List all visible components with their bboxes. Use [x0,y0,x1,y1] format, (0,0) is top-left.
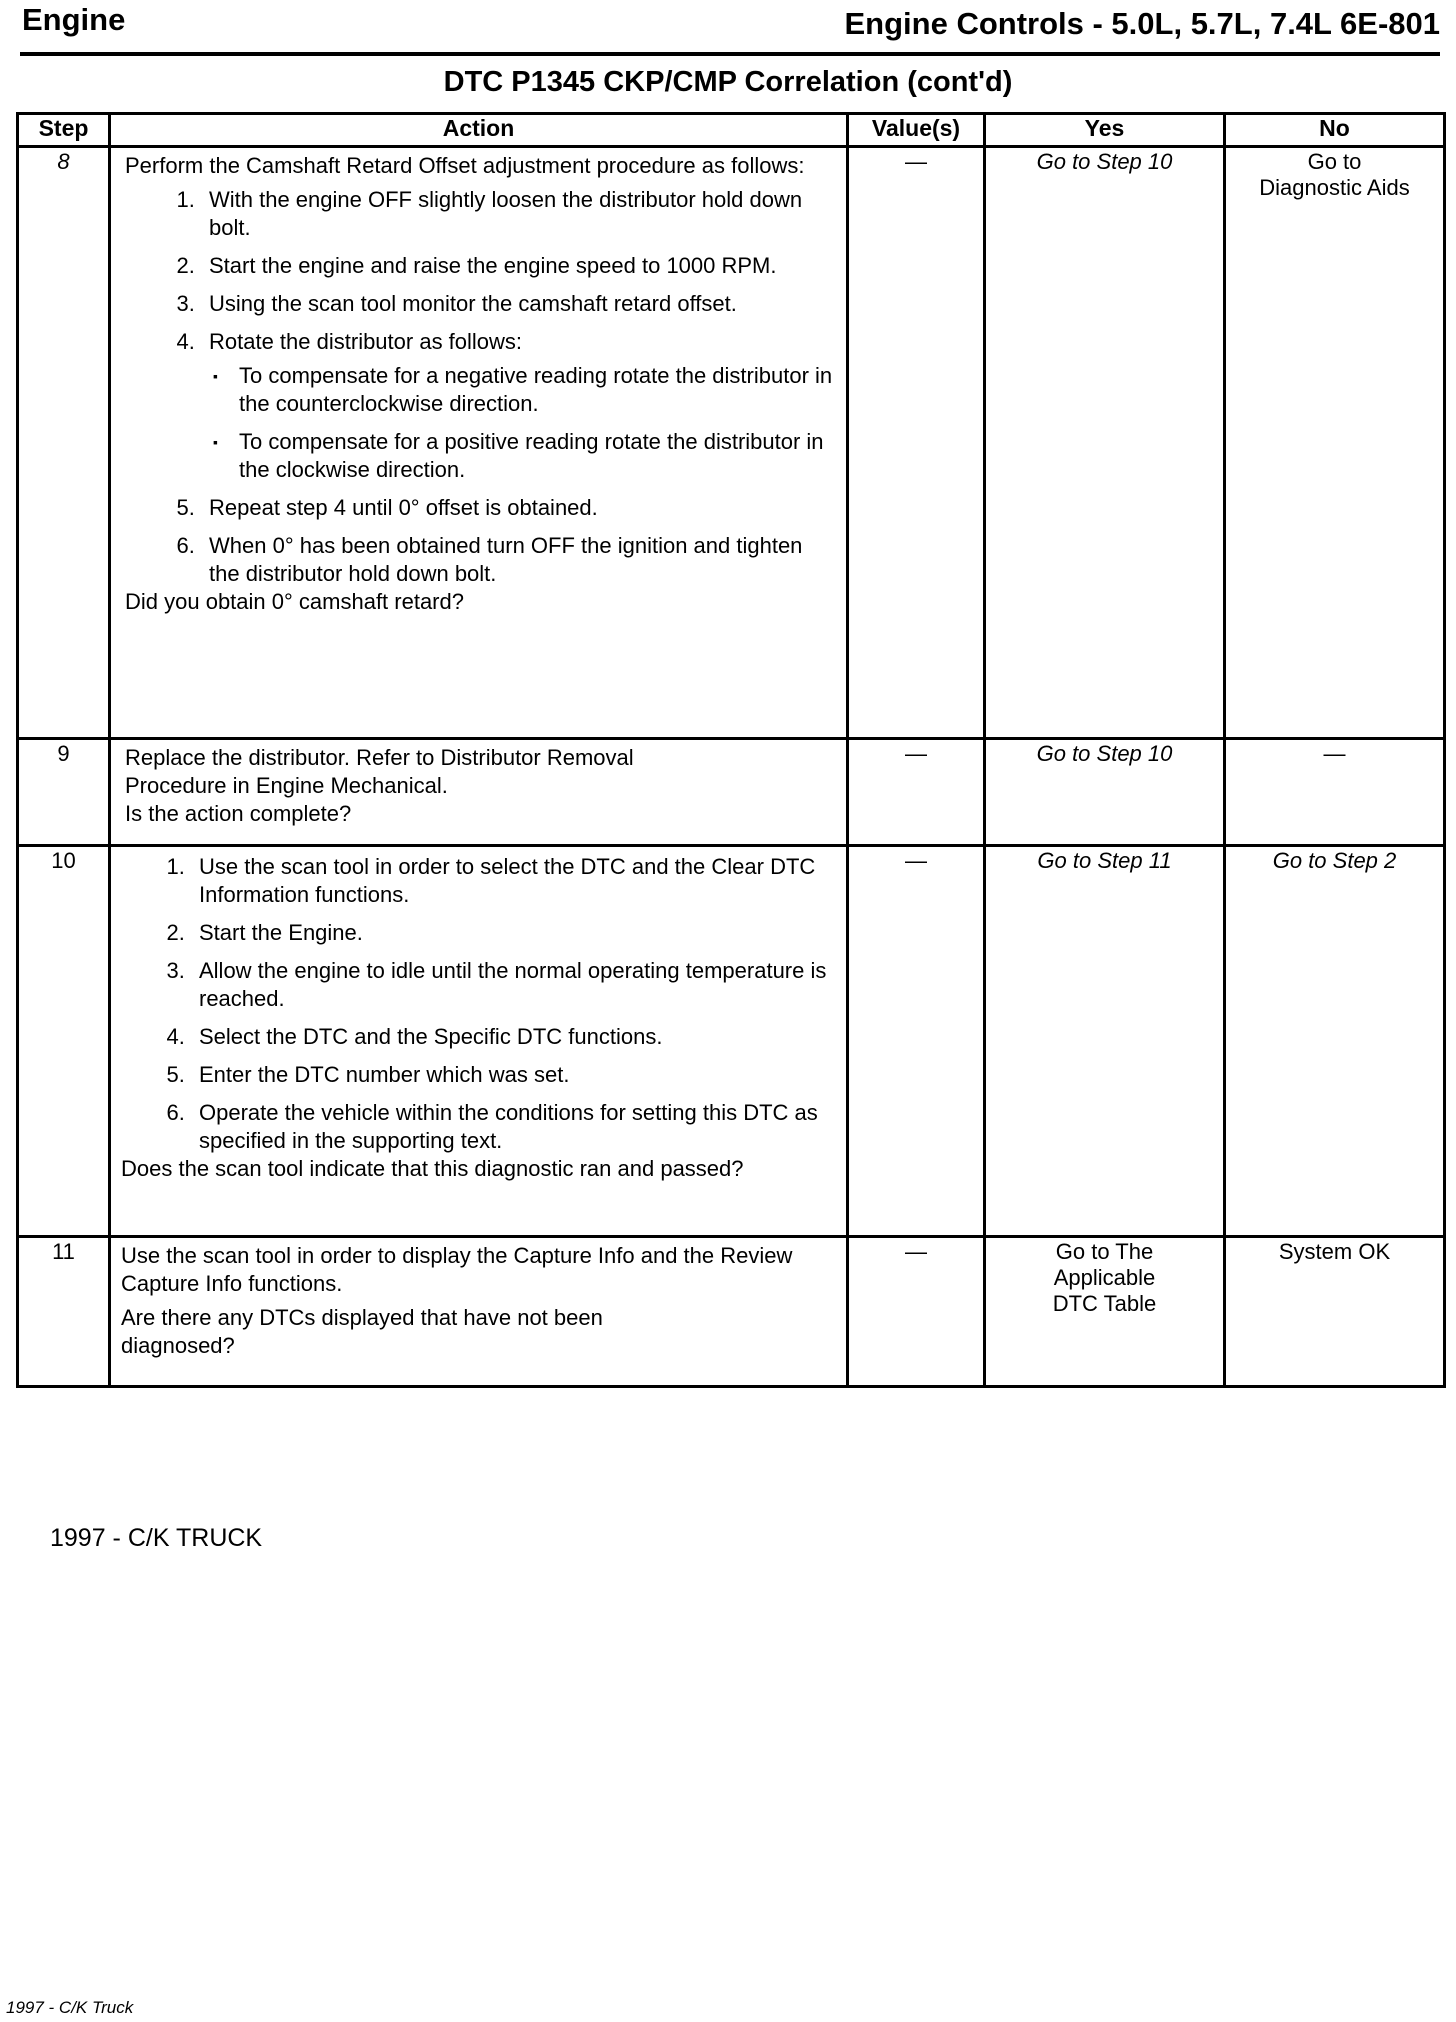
page-footer: 1997 - C/K Truck [6,1998,134,2017]
no-cell: Go to Step 2 [1225,846,1445,1237]
step-number: 10 [18,846,110,1237]
col-header-step: Step [18,114,110,147]
action-question: Are there any DTCs displayed that have not been diagnosed? [121,1305,603,1358]
value-cell: — [848,147,985,739]
action-cell [110,1237,848,1387]
table-row [18,739,1445,846]
action-step [201,328,836,484]
action-step: 6. Operate the vehicle within the conditions for setting this DTC as specified in the supporting text. [191,1099,836,1155]
diagnostic-table [16,112,1446,1388]
action-step: 4. Select the DTC and the Specific DTC functions. [191,1023,836,1051]
value-cell: — [848,1237,985,1387]
action-step: 2. Start the Engine. [191,919,836,947]
action-question: Does the scan tool indicate that this diagnostic ran and passed? [121,1156,744,1181]
col-header-no: No [1225,114,1445,147]
action-step: 1. Use the scan tool in order to select the DTC and the Clear DTC Information functions. [191,853,836,909]
model-footer: 1997 - C/K TRUCK [50,1524,263,1552]
action-substep: ▪ To compensate for a positive reading rotate the distributor in the clockwise direction. [239,428,836,484]
col-header-values: Value(s) [848,114,985,147]
document-title: DTC P1345 CKP/CMP Correlation (cont'd) [443,66,1013,98]
value-cell: — [848,739,985,846]
step-number: 11 [18,1237,110,1387]
yes-cell [985,1237,1225,1387]
action-step: 3. Allow the engine to idle until the normal operating temperature is reached. [191,957,836,1013]
action-step: 5. Enter the DTC number which was set. [191,1061,836,1089]
table-row [18,147,1445,739]
section-title: Engine [22,2,126,37]
table-row [18,846,1445,1237]
action-steps [125,186,836,588]
action-substep: ▪ To compensate for a negative reading rotate the distributor in the counterclockwise direction. [239,362,836,418]
no-cell: — [1225,739,1445,846]
action-cell [110,147,848,739]
no-cell: System OK [1225,1237,1445,1387]
no-line: Diagnostic Aids [1259,175,1410,200]
action-steps [121,853,836,1155]
yes-line: DTC Table [1052,1291,1157,1316]
col-header-action: Action [110,114,848,147]
step-number: 8 [18,147,110,739]
yes-cell: Go to Step 11 [985,846,1225,1237]
action-cell [110,846,848,1237]
action-step-text: Rotate the distributor as follows: [209,329,523,354]
table-row [18,1237,1445,1387]
col-header-yes: Yes [985,114,1225,147]
yes-line: Applicable [1053,1265,1156,1290]
no-cell [1225,147,1445,739]
action-step: 5. Repeat step 4 until 0° offset is obtained. [201,494,836,522]
step-number: 9 [18,739,110,846]
no-line: Go to [1307,149,1362,174]
table-header-row [18,114,1445,147]
page-header [20,0,1440,56]
yes-cell: Go to Step 10 [985,739,1225,846]
action-intro: Replace the distributor. Refer to Distributor Removal Procedure in Engine Mechanical. [125,745,634,798]
action-step: 2. Start the engine and raise the engine speed to 1000 RPM. [201,252,836,280]
yes-cell: Go to Step 10 [985,147,1225,739]
chapter-title: Engine Controls - 5.0L, 5.7L, 7.4L 6E-801 [844,6,1440,41]
action-cell [110,739,848,846]
action-step: 6. When 0° has been obtained turn OFF the ignition and tighten the distributor hold down bolt. [201,532,836,588]
action-step: 3. Using the scan tool monitor the camshaft retard offset. [201,290,836,318]
action-step: 1. With the engine OFF slightly loosen the distributor hold down bolt. [201,186,836,242]
action-intro: Perform the Camshaft Retard Offset adjustment procedure as follows: [125,153,805,178]
action-substeps [209,362,836,484]
yes-line: Go to The [1055,1239,1154,1264]
action-intro: Use the scan tool in order to display the Capture Info and the Review Capture Info functions. [121,1243,793,1296]
value-cell: — [848,846,985,1237]
action-question: Is the action complete? [125,801,352,826]
action-question: Did you obtain 0° camshaft retard? [125,589,464,614]
